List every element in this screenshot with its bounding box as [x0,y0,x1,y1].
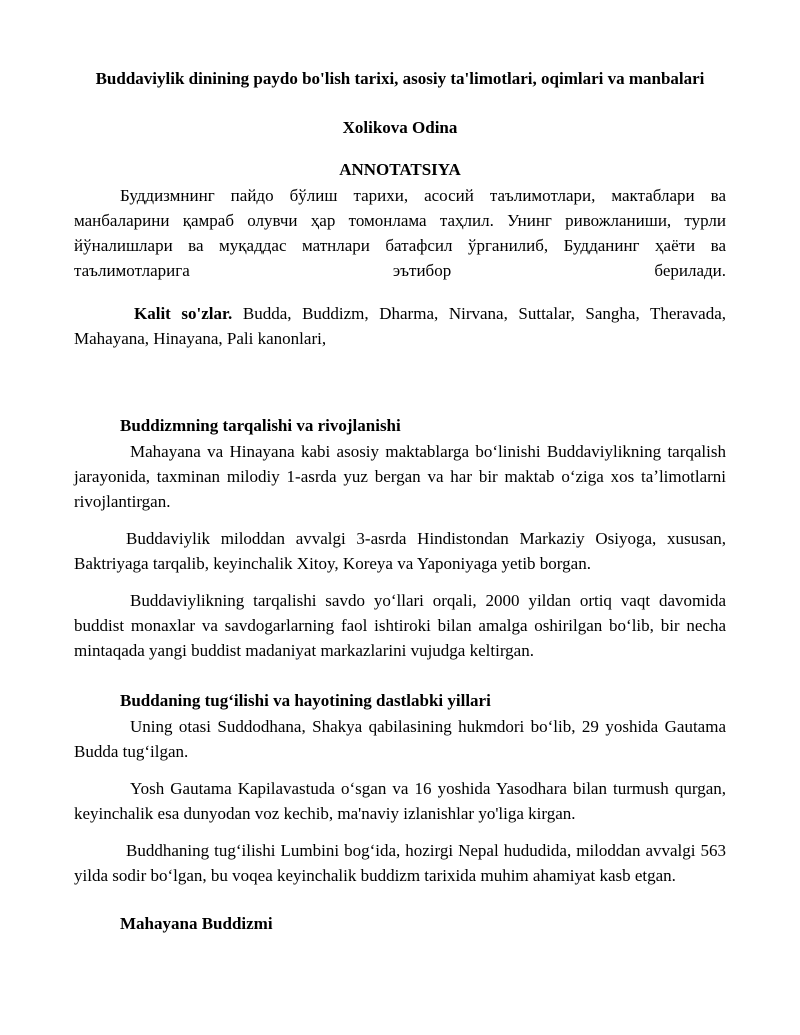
section-paragraph: Buddhaning tugʻilishi Lumbini bogʻida, hozirgi Nepal hududida, miloddan avvalgi 563 yilda sodir boʻlgan, bu voqea keyinchalik buddizm tarixida muhim ahamiyat kasb etgan. [74,841,726,885]
keywords-paragraph [74,301,726,351]
annotation-text: Буддизмнинг пайдо бўлиш тарихи, асосий таълимотлари, мактаблари ва манбаларини қамраб олувчи ҳар томонлама таҳлил. Унинг ривожланиши, турли йўналишлари ва муқаддас матнлари батафсил ўрганилиб, Будданинг ҳаёти ва таълимотларига эътибор берилади. [74,186,726,280]
section-heading-spread: Buddizmning tarqalishi va rivojlanishi [120,416,401,435]
section-paragraph: Uning otasi Suddodhana, Shakya qabilasining hukmdori boʻlib, 29 yoshida Gautama Budda tugʻilgan. [74,717,726,761]
section-heading-birth: Buddaning tugʻilishi va hayotining dastlabki yillari [120,691,491,710]
section-paragraph: Yosh Gautama Kapilavastuda oʻsgan va 16 yoshida Yasodhara bilan turmush qurgan, keyinchalik esa dunyodan voz kechib, ma'naviy izlanishlar yo'liga kirgan. [74,779,726,823]
section-paragraph: Buddaviylikning tarqalishi savdo yoʻllari orqali, 2000 yildan ortiq vaqt davomida buddist monaxlar va savdogarlarning faol ishtiroki bilan amalga oshirilgan boʻlib, bir necha mintaqada yangi buddist madaniyat markazlarini vujudga keltirgan. [74,591,726,660]
annotation-heading: ANNOTATSIYA [339,160,461,179]
keywords-label: Kalit so'zlar. [134,304,233,323]
author-name: Xolikova Odina [342,118,458,137]
section-paragraph: Buddaviylik miloddan avvalgi 3-asrda Hindistondan Markaziy Osiyoga, xususan, Baktriyaga tarqalib, keyinchalik Xitoy, Koreya va Yaponiyaga yetib borgan. [74,529,726,573]
document-title: Buddaviylik dinining paydo bo'lish tarixi, asosiy ta'limotlari, oqimlari va manbalari [95,69,705,88]
section-heading-mahayana: Mahayana Buddizmi [120,914,273,933]
section-paragraph: Mahayana va Hinayana kabi asosiy maktablarga boʻlinishi Buddaviylikning tarqalish jarayonida, taxminan milodiy 1-asrda yuz bergan va har bir maktab oʻziga xos taʼlimotlarni rivojlantirgan. [74,442,726,511]
keywords-text: Budda, Buddizm, Dharma, Nirvana, Suttalar, Sangha, Theravada, Mahayana, Hinayana, Pali kanonlari, [74,304,726,348]
